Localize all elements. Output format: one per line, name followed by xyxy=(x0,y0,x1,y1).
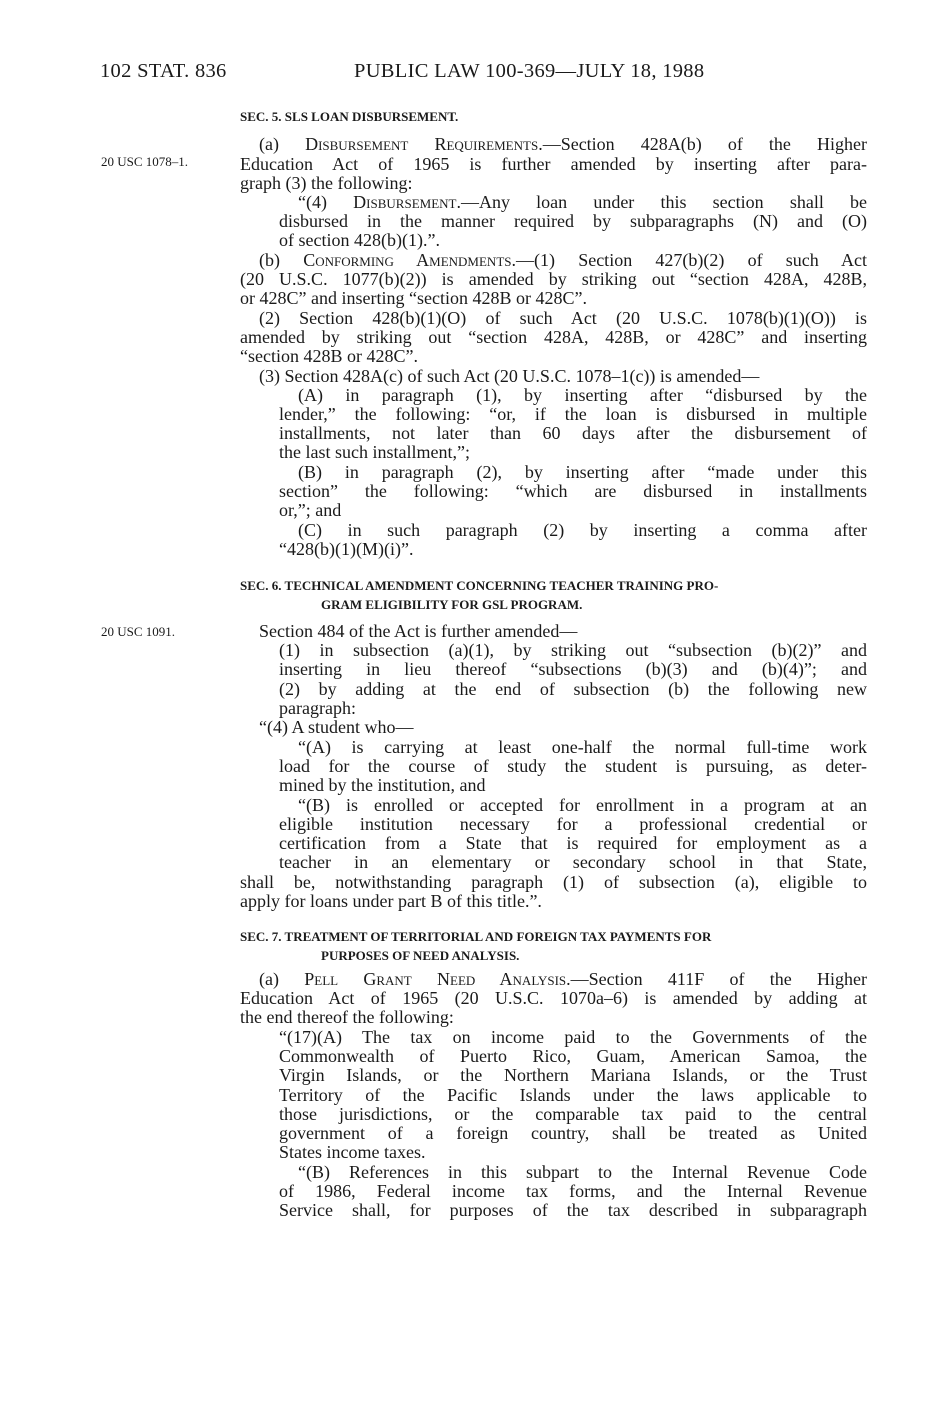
text-line: certification from a State that is required for employment as a xyxy=(279,834,867,853)
text-line: (B) in paragraph (2), by inserting after “made under this xyxy=(298,463,867,482)
text-line: Education Act of 1965 is further amended by inserting after para- xyxy=(240,155,867,174)
text-line: of section 428(b)(1).”. xyxy=(279,231,440,250)
text-line: load for the course of study the student is pursuing, as deter- xyxy=(279,757,867,776)
text-line: “428(b)(1)(M)(i)”. xyxy=(279,540,414,559)
small-caps-caption: Disbursement Requirements xyxy=(305,135,539,154)
small-caps-caption: Pell Grant Need Analysis xyxy=(304,970,567,989)
text-line: disbursed in the manner required by subparagraphs (N) and (O) xyxy=(279,212,867,231)
text-line: or 428C” and inserting “section 428B or 428C”. xyxy=(240,289,587,308)
text-line: (A) in paragraph (1), by inserting after “disbursed by the xyxy=(298,386,867,405)
section-heading-line: SEC. 6. TECHNICAL AMENDMENT CONCERNING TEACHER TRAINING PRO- xyxy=(240,578,719,593)
text-line: “(4) Disbursement.—Any loan under this section shall be xyxy=(298,193,867,212)
text-line: (2) by adding at the end of subsection (b) the following new xyxy=(279,680,867,699)
section-heading-sec7 xyxy=(240,927,868,965)
text-line: the last such installment,”; xyxy=(279,443,470,462)
text-line: (b) Conforming Amendments.—(1) Section 427(b)(2) of such Act xyxy=(259,251,867,270)
page-title: PUBLIC LAW 100-369—JULY 18, 1988 xyxy=(354,60,705,82)
text-line: the end thereof the following: xyxy=(240,1008,454,1027)
text-line: Virgin Islands, or the Northern Mariana Islands, or the Trust xyxy=(279,1066,867,1085)
text-line: eligible institution necessary for a professional credential or xyxy=(279,815,867,834)
text-line: lender,” the following: “or, if the loan is disbursed in multiple xyxy=(279,405,867,424)
text-line: apply for loans under part B of this title.”. xyxy=(240,892,542,911)
text-line: (a) Pell Grant Need Analysis.—Section 411F of the Higher xyxy=(259,970,867,989)
text-line: “section 428B or 428C”. xyxy=(240,347,418,366)
text-line: amended by striking out “section 428A, 428B, or 428C” and inserting xyxy=(240,328,867,347)
text-line: of 1986, Federal income tax forms, and the Internal Revenue xyxy=(279,1182,867,1201)
text-line: inserting in lieu thereof “subsections (b)(3) and (b)(4)”; and xyxy=(279,660,867,679)
text-line: States income taxes. xyxy=(279,1143,426,1162)
text-line: “(B) References in this subpart to the Internal Revenue Code xyxy=(298,1163,867,1182)
text-line: “(A) is carrying at least one-half the normal full-time work xyxy=(298,738,867,757)
text-line: (C) in such paragraph (2) by inserting a comma after xyxy=(298,521,867,540)
small-caps-caption: Conforming Amendments xyxy=(303,251,512,270)
text-line: graph (3) the following: xyxy=(240,174,413,193)
text-line: mined by the institution, and xyxy=(279,776,486,795)
text-line: Territory of the Pacific Islands under the laws applicable to xyxy=(279,1086,867,1105)
section-heading-line: PURPOSES OF NEED ANALYSIS. xyxy=(321,948,520,963)
text-line: teacher in an elementary or secondary school in that State, xyxy=(279,853,867,872)
text-line: installments, not later than 60 days after the disbursement of xyxy=(279,424,867,443)
margin-citation-usc-1078: 20 USC 1078–1. xyxy=(101,154,189,169)
text-line: Commonwealth of Puerto Rico, Guam, American Samoa, the xyxy=(279,1047,867,1066)
text-line: (2) Section 428(b)(1)(O) of such Act (20 U.S.C. 1078(b)(1)(O)) is xyxy=(259,309,867,328)
section-heading-line: GRAM ELIGIBILITY FOR GSL PROGRAM. xyxy=(321,597,583,612)
section-heading-line: SEC. 7. TREATMENT OF TERRITORIAL AND FOREIGN TAX PAYMENTS FOR xyxy=(240,929,712,944)
text-line: Section 484 of the Act is further amended— xyxy=(259,622,578,641)
small-caps-caption: Disbursement xyxy=(353,193,457,212)
text-line: (1) in subsection (a)(1), by striking out “subsection (b)(2)” and xyxy=(279,641,867,660)
text-line: “(B) is enrolled or accepted for enrollment in a program at an xyxy=(298,796,867,815)
text-line: (20 U.S.C. 1077(b)(2)) is amended by striking out “section 428A, 428B, xyxy=(240,270,867,289)
text-line: or,”; and xyxy=(279,501,342,520)
section-heading-sec5: SEC. 5. SLS LOAN DISBURSEMENT. xyxy=(240,109,459,124)
text-line: those jurisdictions, or the comparable tax paid to the central xyxy=(279,1105,867,1124)
page-reference: 102 STAT. 836 xyxy=(100,60,227,82)
text-line: shall be, notwithstanding paragraph (1) of subsection (a), eligible to xyxy=(240,873,867,892)
text-line: Service shall, for purposes of the tax described in subparagraph xyxy=(279,1201,867,1220)
margin-citation-usc-1091: 20 USC 1091. xyxy=(101,624,176,639)
text-line: paragraph: xyxy=(279,699,356,718)
text-line: Education Act of 1965 (20 U.S.C. 1070a–6) is amended by adding at xyxy=(240,989,867,1008)
text-line: section” the following: “which are disbursed in installments xyxy=(279,482,867,501)
text-line: (a) Disbursement Requirements.—Section 428A(b) of the Higher xyxy=(259,135,867,154)
text-line: “(4) A student who— xyxy=(259,718,414,737)
text-line: “(17)(A) The tax on income paid to the Governments of the xyxy=(279,1028,867,1047)
text-line: (3) Section 428A(c) of such Act (20 U.S.C. 1078–1(c)) is amended— xyxy=(259,367,760,386)
section-heading-sec6 xyxy=(240,576,868,614)
text-line: government of a foreign country, shall be treated as United xyxy=(279,1124,867,1143)
